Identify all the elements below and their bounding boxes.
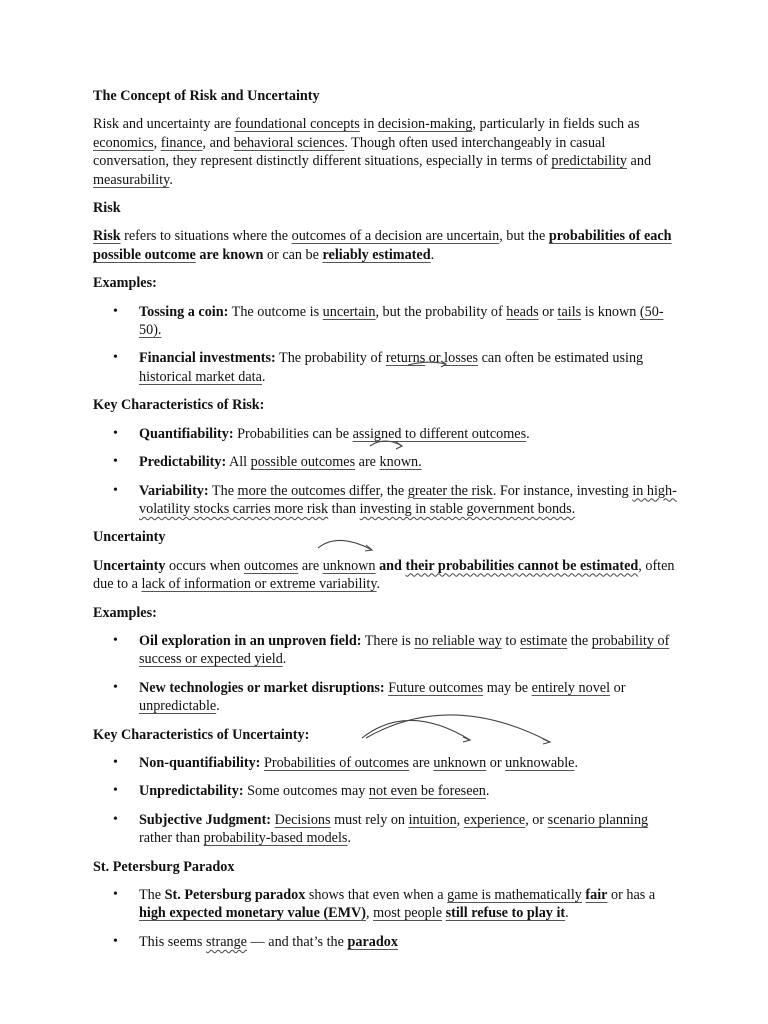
- text-run: than: [328, 500, 360, 517]
- annotated-phrase: measurability: [93, 171, 170, 188]
- annotated-phrase: decision-making: [377, 116, 473, 133]
- text-run: , or: [525, 811, 548, 828]
- text-run: , often due to a: [93, 557, 675, 593]
- bullet-glyph: •: [113, 933, 118, 949]
- paradox-list: [93, 886, 683, 951]
- item-label: Subjective Judgment:: [139, 811, 272, 828]
- bullet-glyph: •: [113, 454, 118, 470]
- text-run: or: [486, 754, 506, 771]
- text-run: or has a: [607, 887, 656, 903]
- text-run: occurs when: [165, 557, 244, 574]
- annotated-phrase: probability-based models: [203, 830, 348, 847]
- text-run: , the: [379, 482, 408, 499]
- text-run: The: [139, 887, 165, 903]
- text-run: are: [298, 557, 323, 574]
- risk-characteristics-list: [93, 425, 683, 519]
- wavy-bold-phrase: their probabilities cannot be estimated: [405, 557, 639, 574]
- text-run: may be: [483, 679, 532, 696]
- text-run: .: [216, 698, 220, 715]
- text-run: — and that’s the: [246, 933, 348, 950]
- text-run: , and: [202, 134, 234, 151]
- text-run: .: [347, 830, 351, 847]
- annotated-phrase: predictability: [551, 153, 627, 170]
- bullet-glyph: •: [113, 425, 118, 441]
- bullet-glyph: •: [113, 679, 118, 695]
- annotated-phrase: uncertain: [322, 303, 376, 320]
- annotated-phrase: unknowable: [505, 754, 575, 771]
- annotated-phrase: Future outcomes: [388, 679, 484, 696]
- annotated-phrase: lack of information or extreme variability: [141, 576, 377, 593]
- text-run: ,: [365, 905, 374, 922]
- text-run: refers to situations where the: [120, 228, 292, 245]
- annotated-phrase: outcomes of a decision are uncertain: [291, 228, 500, 245]
- annotated-phrase: greater the risk: [407, 482, 493, 499]
- document-title: The Concept of Risk and Uncertainty: [93, 88, 320, 104]
- text-run: The: [208, 482, 238, 499]
- text-run: .: [169, 171, 173, 188]
- text-run: , but the: [499, 228, 549, 245]
- bullet-glyph: •: [113, 350, 118, 366]
- text-run: can often be estimated using: [478, 350, 644, 367]
- annotated-phrase: economics: [93, 134, 154, 151]
- list-item: [93, 632, 683, 669]
- text-run: must rely on: [330, 811, 409, 828]
- bold-term: Risk: [93, 228, 121, 245]
- bullet-glyph: •: [113, 887, 118, 902]
- bullet-glyph: •: [113, 632, 118, 648]
- annotated-phrase: most people: [373, 905, 443, 922]
- text-run: The outcome is: [228, 303, 323, 320]
- bold-phrase: St. Petersburg paradox: [164, 887, 306, 903]
- text-run: Risk and uncertainty are: [93, 116, 235, 133]
- text-run: or: [610, 679, 626, 696]
- list-item: [93, 754, 683, 772]
- bold-phrase: are known: [195, 246, 264, 263]
- bold-phrase: paradox: [347, 933, 398, 950]
- text-run: shows that even when a: [305, 887, 448, 903]
- annotated-phrase: historical market data: [139, 368, 262, 385]
- text-run: or: [425, 350, 445, 367]
- annotated-phrase: known.: [379, 454, 422, 471]
- item-label: Tossing a coin:: [139, 303, 229, 320]
- annotated-phrase: unknown: [433, 754, 487, 771]
- text-run: are: [355, 454, 380, 471]
- text-run: rather than: [139, 830, 204, 847]
- text-run: .: [526, 425, 530, 442]
- annotated-phrase: probability of success or expected yield: [139, 632, 670, 668]
- text-run: Some outcomes may: [243, 783, 369, 800]
- uncertainty-examples-heading: Examples:: [93, 604, 157, 621]
- bullet-glyph: •: [113, 783, 118, 799]
- bold-phrase: fair: [585, 887, 608, 903]
- list-item: [93, 425, 683, 443]
- text-run: .: [376, 576, 381, 593]
- text-run: ,: [456, 811, 464, 828]
- text-run: or: [538, 303, 558, 320]
- annotated-phrase: Decisions: [274, 811, 331, 828]
- item-label: Financial investments:: [139, 350, 276, 367]
- bullet-glyph: •: [113, 482, 118, 498]
- list-item: [93, 679, 683, 716]
- annotated-phrase: behavioral sciences: [233, 134, 345, 151]
- text-run: is known: [581, 303, 640, 320]
- text-run: in: [359, 116, 378, 133]
- text-run: ,: [153, 134, 161, 151]
- annotated-phrase: finance: [160, 134, 203, 151]
- risk-examples-list: [93, 303, 683, 387]
- annotated-phrase: unpredictable: [139, 698, 217, 715]
- annotated-phrase: scenario planning: [547, 811, 649, 828]
- item-label: Quantifiability:: [139, 425, 234, 442]
- annotated-phrase: Probabilities of outcomes: [263, 754, 409, 771]
- bold-phrase: still refuse to play it: [445, 905, 566, 922]
- text-run: and: [627, 153, 652, 170]
- bullet-glyph: •: [113, 811, 118, 827]
- bold-phrase: reliably estimated: [322, 246, 431, 263]
- text-run: The probability of: [275, 350, 386, 367]
- annotated-phrase: game is mathematically: [447, 887, 582, 903]
- bullet-glyph: •: [113, 754, 118, 770]
- wavy-annotated-phrase: investing in stable government bonds.: [359, 500, 576, 517]
- text-run: .: [282, 651, 287, 668]
- uncertainty-characteristics-list: [93, 754, 683, 848]
- item-label: New technologies or market disruptions:: [139, 679, 385, 696]
- annotated-phrase: tails: [557, 303, 582, 320]
- annotated-phrase: more the outcomes differ: [237, 482, 380, 499]
- text-run: .: [574, 754, 579, 771]
- annotated-phrase: assigned to different outcomes: [352, 425, 527, 442]
- text-run: , but the probability of: [375, 303, 507, 320]
- text-run: . Though often used interchangeably in casual conversation, they represent distinctly different situations, especially in terms of: [93, 134, 606, 170]
- annotated-phrase: unknown: [322, 557, 376, 574]
- text-run: or can be: [263, 246, 323, 263]
- annotated-phrase: entirely novel: [531, 679, 611, 696]
- list-item: [93, 303, 683, 340]
- text-run: to: [501, 632, 520, 649]
- item-label: Variability:: [139, 482, 209, 499]
- item-label: Predictability:: [139, 454, 227, 471]
- risk-examples-heading: Examples:: [93, 275, 157, 292]
- text-run: . For instance, investing: [492, 482, 633, 499]
- text-run: are: [408, 754, 434, 771]
- annotated-phrase: returns: [385, 350, 426, 367]
- annotated-phrase: foundational concepts: [234, 116, 360, 133]
- list-item: [93, 933, 683, 951]
- list-item: [93, 482, 683, 519]
- section-heading-risk: Risk: [93, 200, 121, 217]
- item-label: Oil exploration in an unproven field:: [139, 632, 362, 649]
- text-run: .: [485, 783, 490, 800]
- annotated-phrase: intuition: [408, 811, 457, 828]
- bold-phrase: high expected monetary value (EMV): [139, 905, 366, 922]
- annotated-phrase: no reliable way: [414, 632, 502, 649]
- text-run: .: [261, 368, 266, 385]
- annotated-phrase: heads: [506, 303, 539, 320]
- text-run: .: [430, 246, 435, 263]
- annotated-phrase: not even be foreseen: [368, 783, 486, 800]
- bold-term: Uncertainty: [93, 557, 166, 574]
- annotated-phrase: outcomes: [243, 557, 299, 574]
- uncertainty-characteristics-heading: Key Characteristics of Uncertainty:: [93, 726, 310, 743]
- list-item: [93, 782, 683, 800]
- wavy-annotated-phrase: in high-volatility stocks carries more risk: [139, 482, 677, 517]
- text-run: the: [567, 632, 592, 649]
- section-heading-paradox: St. Petersburg Paradox: [93, 858, 235, 875]
- bullet-glyph: •: [113, 303, 118, 319]
- intro-paragraph: [93, 115, 683, 189]
- annotated-phrase: possible outcomes: [250, 454, 356, 471]
- wavy-annotated-phrase: strange: [206, 933, 247, 950]
- text-run: This seems: [139, 933, 206, 950]
- list-item: [93, 349, 683, 386]
- annotated-phrase: losses: [444, 350, 479, 367]
- uncertainty-examples-list: [93, 632, 683, 716]
- risk-definition: [93, 227, 683, 264]
- annotated-phrase: experience: [463, 811, 526, 828]
- annotated-phrase: estimate: [519, 632, 568, 649]
- item-label: Non-quantifiability:: [139, 754, 261, 771]
- list-item: [93, 453, 683, 471]
- document-body: [93, 87, 683, 961]
- text-run: .: [565, 905, 569, 922]
- text-run: Probabilities can be: [233, 425, 353, 442]
- text-run: There is: [361, 632, 415, 649]
- list-item: [93, 811, 683, 848]
- uncertainty-definition: [93, 557, 683, 594]
- bold-phrase: probabilities of each possible outcome: [93, 228, 672, 263]
- text-run: , particularly in fields such as: [472, 116, 640, 133]
- section-heading-uncertainty: Uncertainty: [93, 529, 166, 546]
- item-label: Unpredictability:: [139, 783, 244, 800]
- annotated-phrase: (50-50).: [139, 303, 664, 339]
- list-item: [93, 886, 683, 923]
- bold-phrase: and: [375, 557, 406, 574]
- risk-characteristics-heading: Key Characteristics of Risk:: [93, 397, 265, 414]
- text-run: All: [226, 454, 251, 471]
